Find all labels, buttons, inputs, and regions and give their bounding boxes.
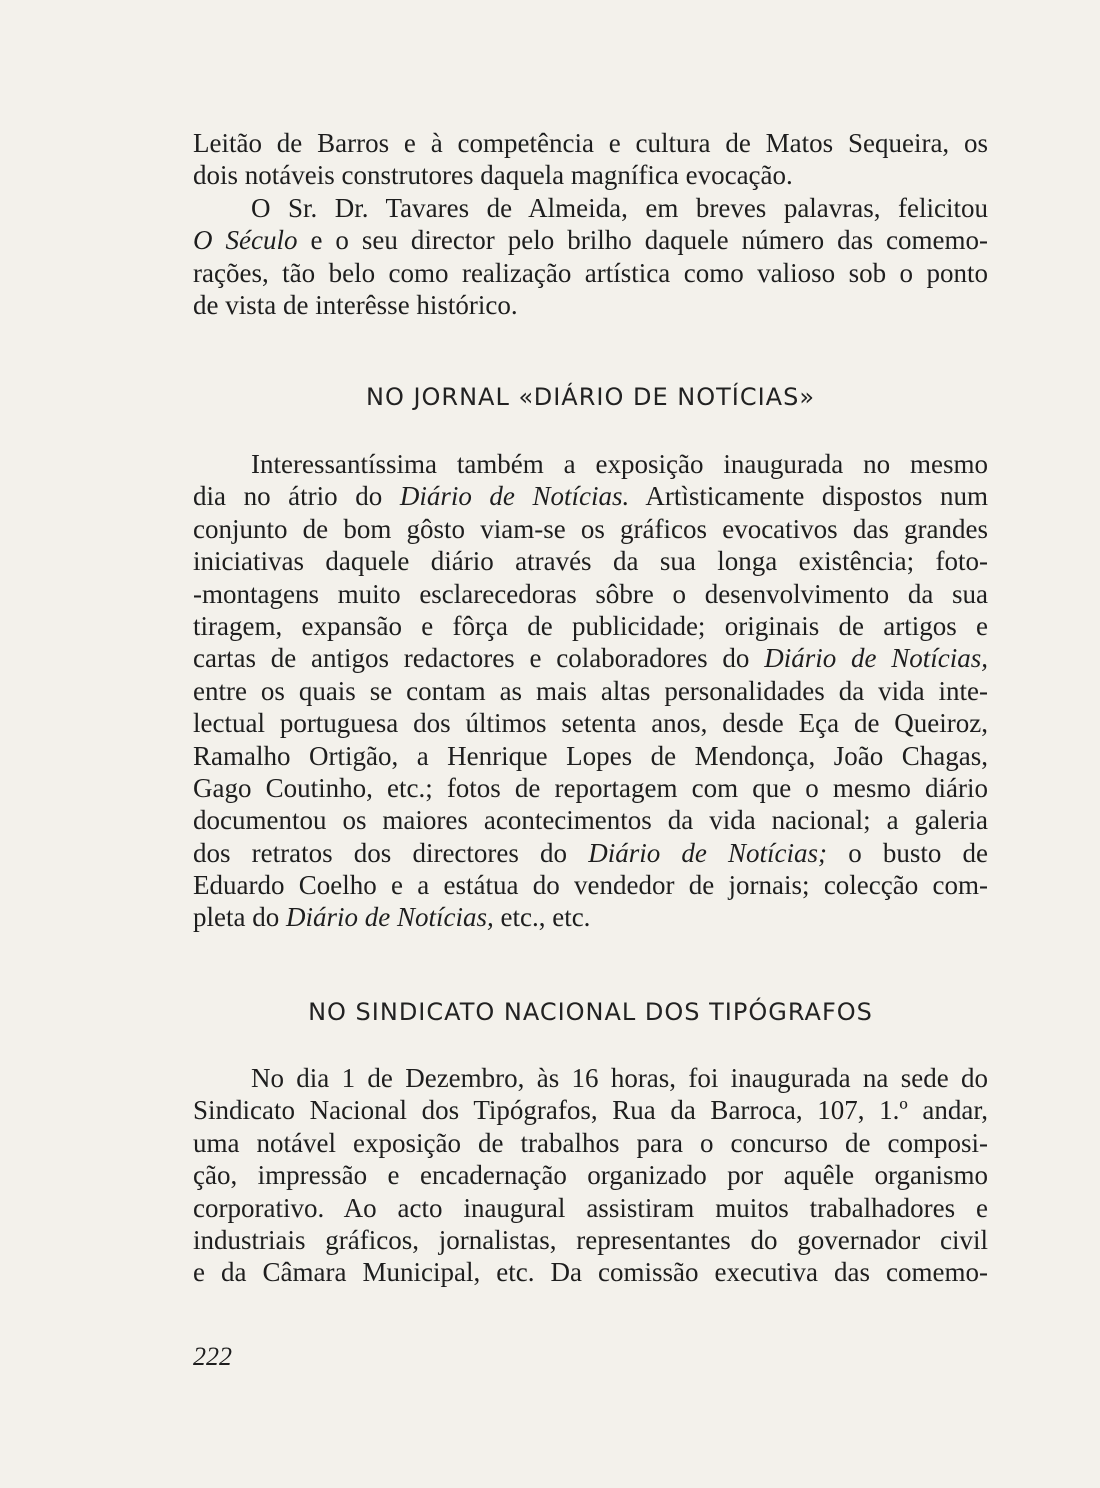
- text-line: lectual portuguesa dos últimos setenta anos, desde Eça de Queiroz,: [193, 708, 988, 739]
- text-line: dois notáveis construtores daquela magnífica evocação.: [193, 160, 793, 191]
- section-heading-diario-noticias: NO JORNAL «DIÁRIO DE NOTÍCIAS»: [365, 383, 816, 411]
- text-fragment: cartas de antigos redactores e colaboradores do: [193, 643, 750, 674]
- text-line: industriais gráficos, jornalistas, representantes do governador civil: [193, 1224, 988, 1255]
- section-heading-sindicato: NO SINDICATO NACIONAL DOS TIPÓGRAFOS: [308, 998, 873, 1026]
- text-line: Gago Coutinho, etc.; fotos de reportagem com que o mesmo diário: [193, 772, 988, 803]
- text-line: Ramalho Ortigão, a Henrique Lopes de Mendonça, João Chagas,: [193, 740, 988, 771]
- italic-title: Diário de Notícias,: [764, 643, 988, 674]
- paragraph-3: [193, 1062, 988, 1289]
- text-line: conjunto de bom gôsto viam-se os gráficos evocativos das grandes: [193, 513, 988, 544]
- paragraph-2: [193, 448, 988, 934]
- text-line: [193, 642, 988, 674]
- text-line: entre os quais se contam as mais altas personalidades da vida inte-: [193, 675, 988, 706]
- text-line: tiragem, expansão e fôrça de publicidade; originais de artigos e: [193, 610, 988, 641]
- text-line: rações, tão belo como realização artística como valioso sob o ponto: [193, 257, 988, 288]
- paragraph-1: [193, 127, 988, 321]
- text-line: O Sr. Dr. Tavares de Almeida, em breves palavras, felicitou: [251, 192, 988, 223]
- text-line: [193, 837, 988, 869]
- italic-title: Diário de Notícias;: [588, 837, 828, 868]
- text-line: Interessantíssima também a exposição inaugurada no mesmo: [251, 449, 988, 479]
- text-fragment: dia no átrio do: [193, 481, 383, 512]
- text-line: corporativo. Ao acto inaugural assistiram muitos trabalhadores e: [193, 1192, 988, 1223]
- text-line: No dia 1 de Dezembro, às 16 horas, foi inaugurada na sede do: [251, 1063, 988, 1093]
- text-line: documentou os maiores acontecimentos da vida nacional; a galeria: [193, 805, 988, 836]
- text-line: e da Câmara Municipal, etc. Da comissão executiva das comemo-: [193, 1257, 988, 1288]
- text-line: Leitão de Barros e à competência e cultura de Matos Sequeira, os: [193, 128, 988, 158]
- text-line: iniciativas daquele diário através da sua longa existência; foto-: [193, 546, 988, 577]
- text-line: uma notável exposição de trabalhos para o concurso de composi-: [193, 1127, 988, 1158]
- text-fragment: pleta do: [193, 902, 280, 933]
- page-number: 222: [193, 1342, 232, 1371]
- text-line: [193, 901, 988, 933]
- text-fragment: e o seu director pelo brilho daquele número das comemo-: [310, 225, 989, 256]
- italic-title: Diário de Notícias,: [285, 902, 494, 933]
- text-line: [193, 224, 988, 256]
- italic-title: Diário de Notícias.: [399, 481, 630, 512]
- text-fragment: dos retratos dos directores do: [193, 837, 568, 868]
- text-line: ção, impressão e encadernação organizado por aquêle organismo: [193, 1160, 988, 1191]
- text-line: de vista de interêsse histórico.: [193, 289, 518, 320]
- text-fragment: etc., etc.: [500, 902, 591, 933]
- italic-title: O Século: [193, 225, 298, 256]
- text-fragment: Artìsticamente dispostos num: [645, 481, 989, 512]
- text-line: Eduardo Coelho e a estátua do vendedor de jornais; colecção com-: [193, 870, 988, 901]
- text-fragment: o busto de: [848, 837, 989, 868]
- text-line: -montagens muito esclarecedoras sôbre o desenvolvimento da sua: [193, 578, 988, 609]
- text-line: [193, 480, 988, 512]
- text-line: Sindicato Nacional dos Tipógrafos, Rua da Barroca, 107, 1.º andar,: [193, 1095, 988, 1126]
